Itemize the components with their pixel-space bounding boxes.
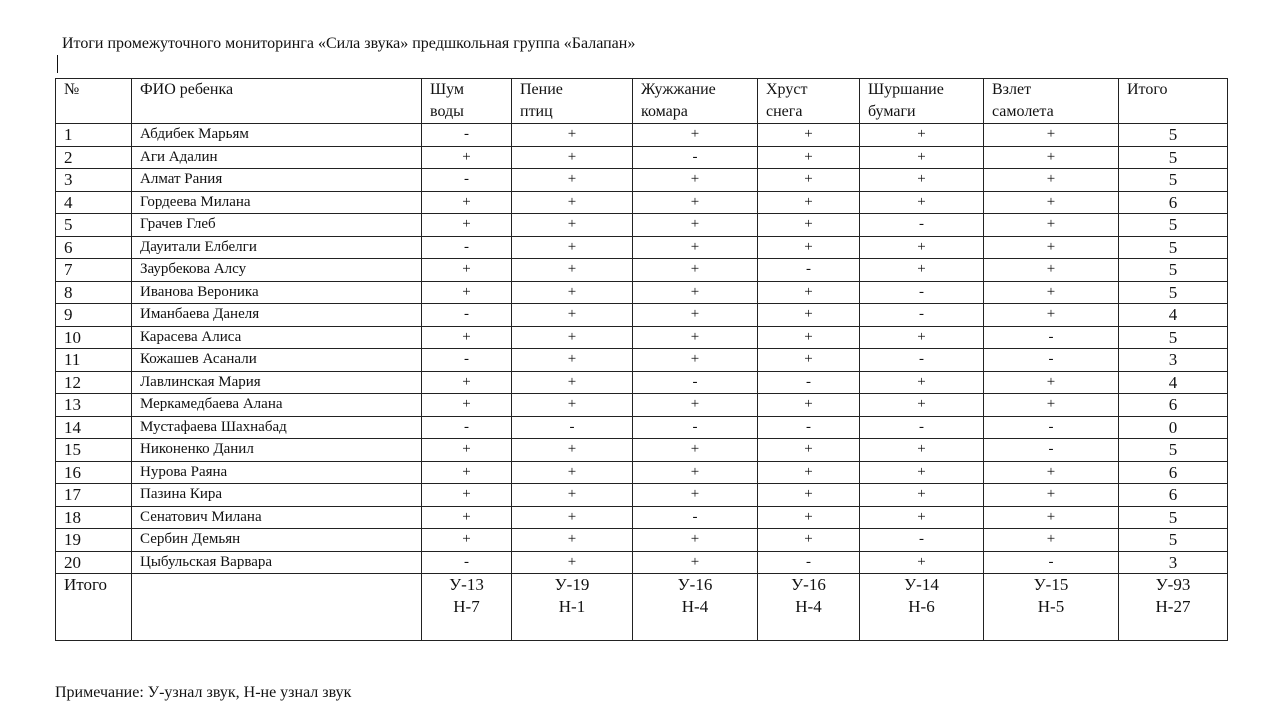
child-name: Иванова Вероника: [132, 281, 422, 304]
row-number: 18: [56, 506, 132, 529]
sound-mark: +: [633, 439, 758, 462]
monitoring-table: [55, 78, 1228, 641]
header-snow: [758, 79, 860, 124]
row-total: 5: [1119, 236, 1228, 259]
sound-mark: +: [984, 371, 1119, 394]
sound-mark: +: [422, 439, 512, 462]
sound-mark: +: [758, 394, 860, 417]
sound-mark: +: [633, 304, 758, 327]
sound-mark: +: [512, 146, 633, 169]
sound-mark: +: [860, 394, 984, 417]
child-name: Заурбекова Алсу: [132, 259, 422, 282]
row-number: 3: [56, 169, 132, 192]
sound-mark: +: [860, 371, 984, 394]
sound-mark: +: [633, 281, 758, 304]
sound-mark: +: [860, 259, 984, 282]
sound-mark: +: [758, 484, 860, 507]
sound-mark: +: [860, 191, 984, 214]
table-row: [56, 169, 1228, 192]
row-number: 2: [56, 146, 132, 169]
row-number: 7: [56, 259, 132, 282]
sum-not-recognized: Н-7: [453, 597, 480, 616]
sound-mark: +: [422, 461, 512, 484]
sound-mark: -: [633, 146, 758, 169]
child-name: Дауитали Елбелги: [132, 236, 422, 259]
row-number: 10: [56, 326, 132, 349]
sound-mark: +: [984, 506, 1119, 529]
sound-mark: +: [512, 461, 633, 484]
sound-mark: -: [422, 169, 512, 192]
sound-mark: -: [422, 304, 512, 327]
sound-mark: +: [512, 304, 633, 327]
sound-mark: +: [758, 191, 860, 214]
sound-mark: +: [512, 169, 633, 192]
table-row: [56, 259, 1228, 282]
sum-recognized: У-19: [554, 575, 590, 594]
sound-mark: +: [512, 439, 633, 462]
child-name: Лавлинская Мария: [132, 371, 422, 394]
table-row: [56, 146, 1228, 169]
sound-mark: +: [512, 281, 633, 304]
sound-mark: +: [422, 146, 512, 169]
sound-mark: +: [512, 484, 633, 507]
table-row: [56, 529, 1228, 552]
sound-mark: -: [860, 349, 984, 372]
table-row: [56, 394, 1228, 417]
row-total: 5: [1119, 529, 1228, 552]
column-sum: [1119, 574, 1228, 641]
sound-mark: +: [984, 214, 1119, 237]
row-total: 5: [1119, 326, 1228, 349]
header-snow-line2: снега: [766, 103, 803, 120]
sound-mark: +: [422, 394, 512, 417]
column-sum: [984, 574, 1119, 641]
row-number: 13: [56, 394, 132, 417]
sound-mark: +: [633, 191, 758, 214]
sum-not-recognized: Н-4: [795, 597, 822, 616]
header-mosquito-line1: Жужжание: [641, 81, 716, 98]
column-sum: [512, 574, 633, 641]
child-name: Алмат Рания: [132, 169, 422, 192]
table-row: [56, 236, 1228, 259]
child-name: Сербин Демьян: [132, 529, 422, 552]
sound-mark: +: [633, 214, 758, 237]
sound-mark: -: [633, 371, 758, 394]
sound-mark: +: [984, 281, 1119, 304]
row-number: 17: [56, 484, 132, 507]
table-row: [56, 304, 1228, 327]
sound-mark: +: [758, 146, 860, 169]
sound-mark: +: [633, 124, 758, 147]
row-total: 5: [1119, 214, 1228, 237]
sound-mark: -: [860, 416, 984, 439]
sound-mark: +: [633, 529, 758, 552]
sound-mark: +: [633, 169, 758, 192]
sound-mark: -: [422, 124, 512, 147]
sound-mark: +: [860, 326, 984, 349]
header-paper-line2: бумаги: [868, 103, 916, 120]
child-name: Иманбаева Данеля: [132, 304, 422, 327]
row-total: 5: [1119, 506, 1228, 529]
row-total: 5: [1119, 124, 1228, 147]
sound-mark: -: [422, 236, 512, 259]
child-name: Мустафаева Шахнабад: [132, 416, 422, 439]
row-total: 3: [1119, 349, 1228, 372]
row-number: 6: [56, 236, 132, 259]
sum-not-recognized: Н-6: [908, 597, 935, 616]
sound-mark: +: [422, 529, 512, 552]
sound-mark: -: [422, 349, 512, 372]
sound-mark: +: [512, 529, 633, 552]
row-number: 1: [56, 124, 132, 147]
sum-not-recognized: Н-5: [1037, 597, 1065, 616]
table-header-row: [56, 79, 1228, 124]
header-paper: [860, 79, 984, 124]
sound-mark: +: [758, 214, 860, 237]
totals-label: Итого: [56, 574, 132, 641]
sum-recognized: У-14: [904, 575, 939, 594]
header-mosquito-line2: комара: [641, 103, 688, 120]
row-number: 8: [56, 281, 132, 304]
child-name: Аги Адалин: [132, 146, 422, 169]
child-name: Никоненко Данил: [132, 439, 422, 462]
sound-mark: -: [422, 551, 512, 574]
row-total: 5: [1119, 146, 1228, 169]
table-row: [56, 461, 1228, 484]
row-number: 9: [56, 304, 132, 327]
sound-mark: +: [758, 461, 860, 484]
sound-mark: +: [860, 484, 984, 507]
sound-mark: +: [758, 326, 860, 349]
sum-not-recognized: Н-1: [558, 597, 586, 616]
table-row: [56, 506, 1228, 529]
sound-mark: -: [422, 416, 512, 439]
row-number: 19: [56, 529, 132, 552]
column-sum: [860, 574, 984, 641]
sound-mark: +: [512, 259, 633, 282]
table-row: [56, 551, 1228, 574]
header-airplane-line1: Взлет: [992, 81, 1032, 98]
header-water-line1: Шум: [430, 81, 465, 98]
child-name: Сенатович Милана: [132, 506, 422, 529]
sum-not-recognized: Н-4: [681, 597, 709, 616]
row-total: 6: [1119, 191, 1228, 214]
sound-mark: +: [512, 236, 633, 259]
row-number: 16: [56, 461, 132, 484]
table-row: [56, 124, 1228, 147]
sound-mark: +: [633, 551, 758, 574]
table-row: [56, 349, 1228, 372]
sound-mark: -: [860, 529, 984, 552]
sound-mark: +: [512, 551, 633, 574]
header-water-line2: воды: [430, 103, 464, 120]
sound-mark: +: [633, 394, 758, 417]
row-total: 4: [1119, 371, 1228, 394]
document-title: Итоги промежуточного мониторинга «Сила звука» предшкольная группа «Балапан»: [62, 35, 636, 52]
sound-mark: +: [512, 124, 633, 147]
header-snow-line1: Хруст: [766, 81, 808, 98]
sound-mark: -: [984, 551, 1119, 574]
child-name: Цыбульская Варвара: [132, 551, 422, 574]
child-name: Кожашев Асанали: [132, 349, 422, 372]
sound-mark: +: [758, 439, 860, 462]
sound-mark: +: [860, 506, 984, 529]
sum-not-recognized: Н-27: [1155, 597, 1191, 616]
column-sum: [422, 574, 512, 641]
header-water: [422, 79, 512, 124]
sound-mark: +: [422, 259, 512, 282]
row-total: 6: [1119, 394, 1228, 417]
row-number: 14: [56, 416, 132, 439]
sound-mark: -: [860, 304, 984, 327]
sound-mark: +: [984, 529, 1119, 552]
sound-mark: +: [758, 281, 860, 304]
header-paper-line1: Шуршание: [868, 81, 944, 98]
sound-mark: -: [758, 551, 860, 574]
sound-mark: +: [984, 191, 1119, 214]
header-total: Итого: [1119, 79, 1228, 124]
sound-mark: +: [512, 214, 633, 237]
sound-mark: +: [422, 484, 512, 507]
row-total: 5: [1119, 439, 1228, 462]
sound-mark: +: [633, 259, 758, 282]
sound-mark: +: [984, 124, 1119, 147]
totals-empty-cell: [132, 574, 422, 641]
row-total: 6: [1119, 461, 1228, 484]
table-row: [56, 214, 1228, 237]
row-total: 5: [1119, 281, 1228, 304]
column-sum: [633, 574, 758, 641]
row-total: 3: [1119, 551, 1228, 574]
table-row: [56, 191, 1228, 214]
child-name: Абдибек Марьям: [132, 124, 422, 147]
child-name: Грачев Глеб: [132, 214, 422, 237]
row-number: 4: [56, 191, 132, 214]
header-airplane-line2: самолета: [992, 103, 1054, 120]
table-row: [56, 484, 1228, 507]
sound-mark: +: [758, 506, 860, 529]
sound-mark: +: [984, 484, 1119, 507]
sound-mark: +: [860, 124, 984, 147]
note: Примечание: У-узнал звук, Н-не узнал звук: [55, 684, 352, 701]
sound-mark: -: [758, 371, 860, 394]
column-sum: [758, 574, 860, 641]
row-total: 5: [1119, 259, 1228, 282]
table-row: [56, 326, 1228, 349]
sound-mark: +: [758, 236, 860, 259]
sound-mark: -: [633, 416, 758, 439]
sound-mark: +: [860, 146, 984, 169]
row-number: 11: [56, 349, 132, 372]
sound-mark: +: [633, 349, 758, 372]
child-name: Нурова Раяна: [132, 461, 422, 484]
sound-mark: -: [984, 439, 1119, 462]
sound-mark: +: [512, 394, 633, 417]
sound-mark: +: [984, 394, 1119, 417]
child-name: Карасева Алиса: [132, 326, 422, 349]
row-total: 5: [1119, 169, 1228, 192]
sound-mark: +: [512, 191, 633, 214]
sound-mark: +: [984, 236, 1119, 259]
sound-mark: +: [758, 304, 860, 327]
sum-recognized: У-93: [1155, 575, 1191, 594]
child-name: Гордеева Милана: [132, 191, 422, 214]
sound-mark: +: [512, 326, 633, 349]
header-airplane: [984, 79, 1119, 124]
sound-mark: +: [633, 326, 758, 349]
sound-mark: +: [758, 529, 860, 552]
sound-mark: +: [860, 439, 984, 462]
sound-mark: +: [512, 371, 633, 394]
sound-mark: +: [984, 169, 1119, 192]
child-name: Меркамедбаева Алана: [132, 394, 422, 417]
sound-mark: +: [422, 214, 512, 237]
header-num: №: [56, 79, 132, 124]
sound-mark: -: [758, 416, 860, 439]
sound-mark: -: [860, 214, 984, 237]
row-number: 12: [56, 371, 132, 394]
row-number: 5: [56, 214, 132, 237]
sound-mark: -: [860, 281, 984, 304]
sound-mark: -: [984, 416, 1119, 439]
header-birds-line2: птиц: [520, 103, 553, 120]
header-name: ФИО ребенка: [132, 79, 422, 124]
sum-recognized: У-13: [449, 575, 484, 594]
child-name: Пазина Кира: [132, 484, 422, 507]
header-mosquito: [633, 79, 758, 124]
sound-mark: +: [633, 484, 758, 507]
sound-mark: +: [860, 461, 984, 484]
sound-mark: +: [860, 169, 984, 192]
sound-mark: +: [984, 146, 1119, 169]
totals-row: [56, 574, 1228, 641]
sound-mark: -: [984, 349, 1119, 372]
sound-mark: +: [422, 506, 512, 529]
row-total: 0: [1119, 416, 1228, 439]
sound-mark: +: [758, 124, 860, 147]
sound-mark: +: [422, 281, 512, 304]
sound-mark: +: [422, 326, 512, 349]
sound-mark: -: [512, 416, 633, 439]
table-row: [56, 416, 1228, 439]
header-birds: [512, 79, 633, 124]
sound-mark: -: [984, 326, 1119, 349]
sound-mark: +: [758, 349, 860, 372]
sound-mark: +: [984, 461, 1119, 484]
sound-mark: +: [984, 304, 1119, 327]
sound-mark: +: [512, 506, 633, 529]
sound-mark: +: [984, 259, 1119, 282]
row-number: 15: [56, 439, 132, 462]
table-row: [56, 371, 1228, 394]
sound-mark: +: [512, 349, 633, 372]
sound-mark: +: [633, 236, 758, 259]
sound-mark: +: [860, 236, 984, 259]
sound-mark: -: [758, 259, 860, 282]
sound-mark: +: [633, 461, 758, 484]
sound-mark: +: [422, 191, 512, 214]
sound-mark: +: [422, 371, 512, 394]
row-total: 4: [1119, 304, 1228, 327]
sound-mark: +: [860, 551, 984, 574]
sum-recognized: У-16: [677, 575, 713, 594]
sound-mark: +: [758, 169, 860, 192]
sound-mark: -: [633, 506, 758, 529]
row-total: 6: [1119, 484, 1228, 507]
header-birds-line1: Пение: [520, 81, 563, 98]
table-row: [56, 439, 1228, 462]
table-row: [56, 281, 1228, 304]
sum-recognized: У-16: [791, 575, 826, 594]
text-cursor: [57, 55, 58, 73]
sum-recognized: У-15: [1033, 575, 1069, 594]
row-number: 20: [56, 551, 132, 574]
